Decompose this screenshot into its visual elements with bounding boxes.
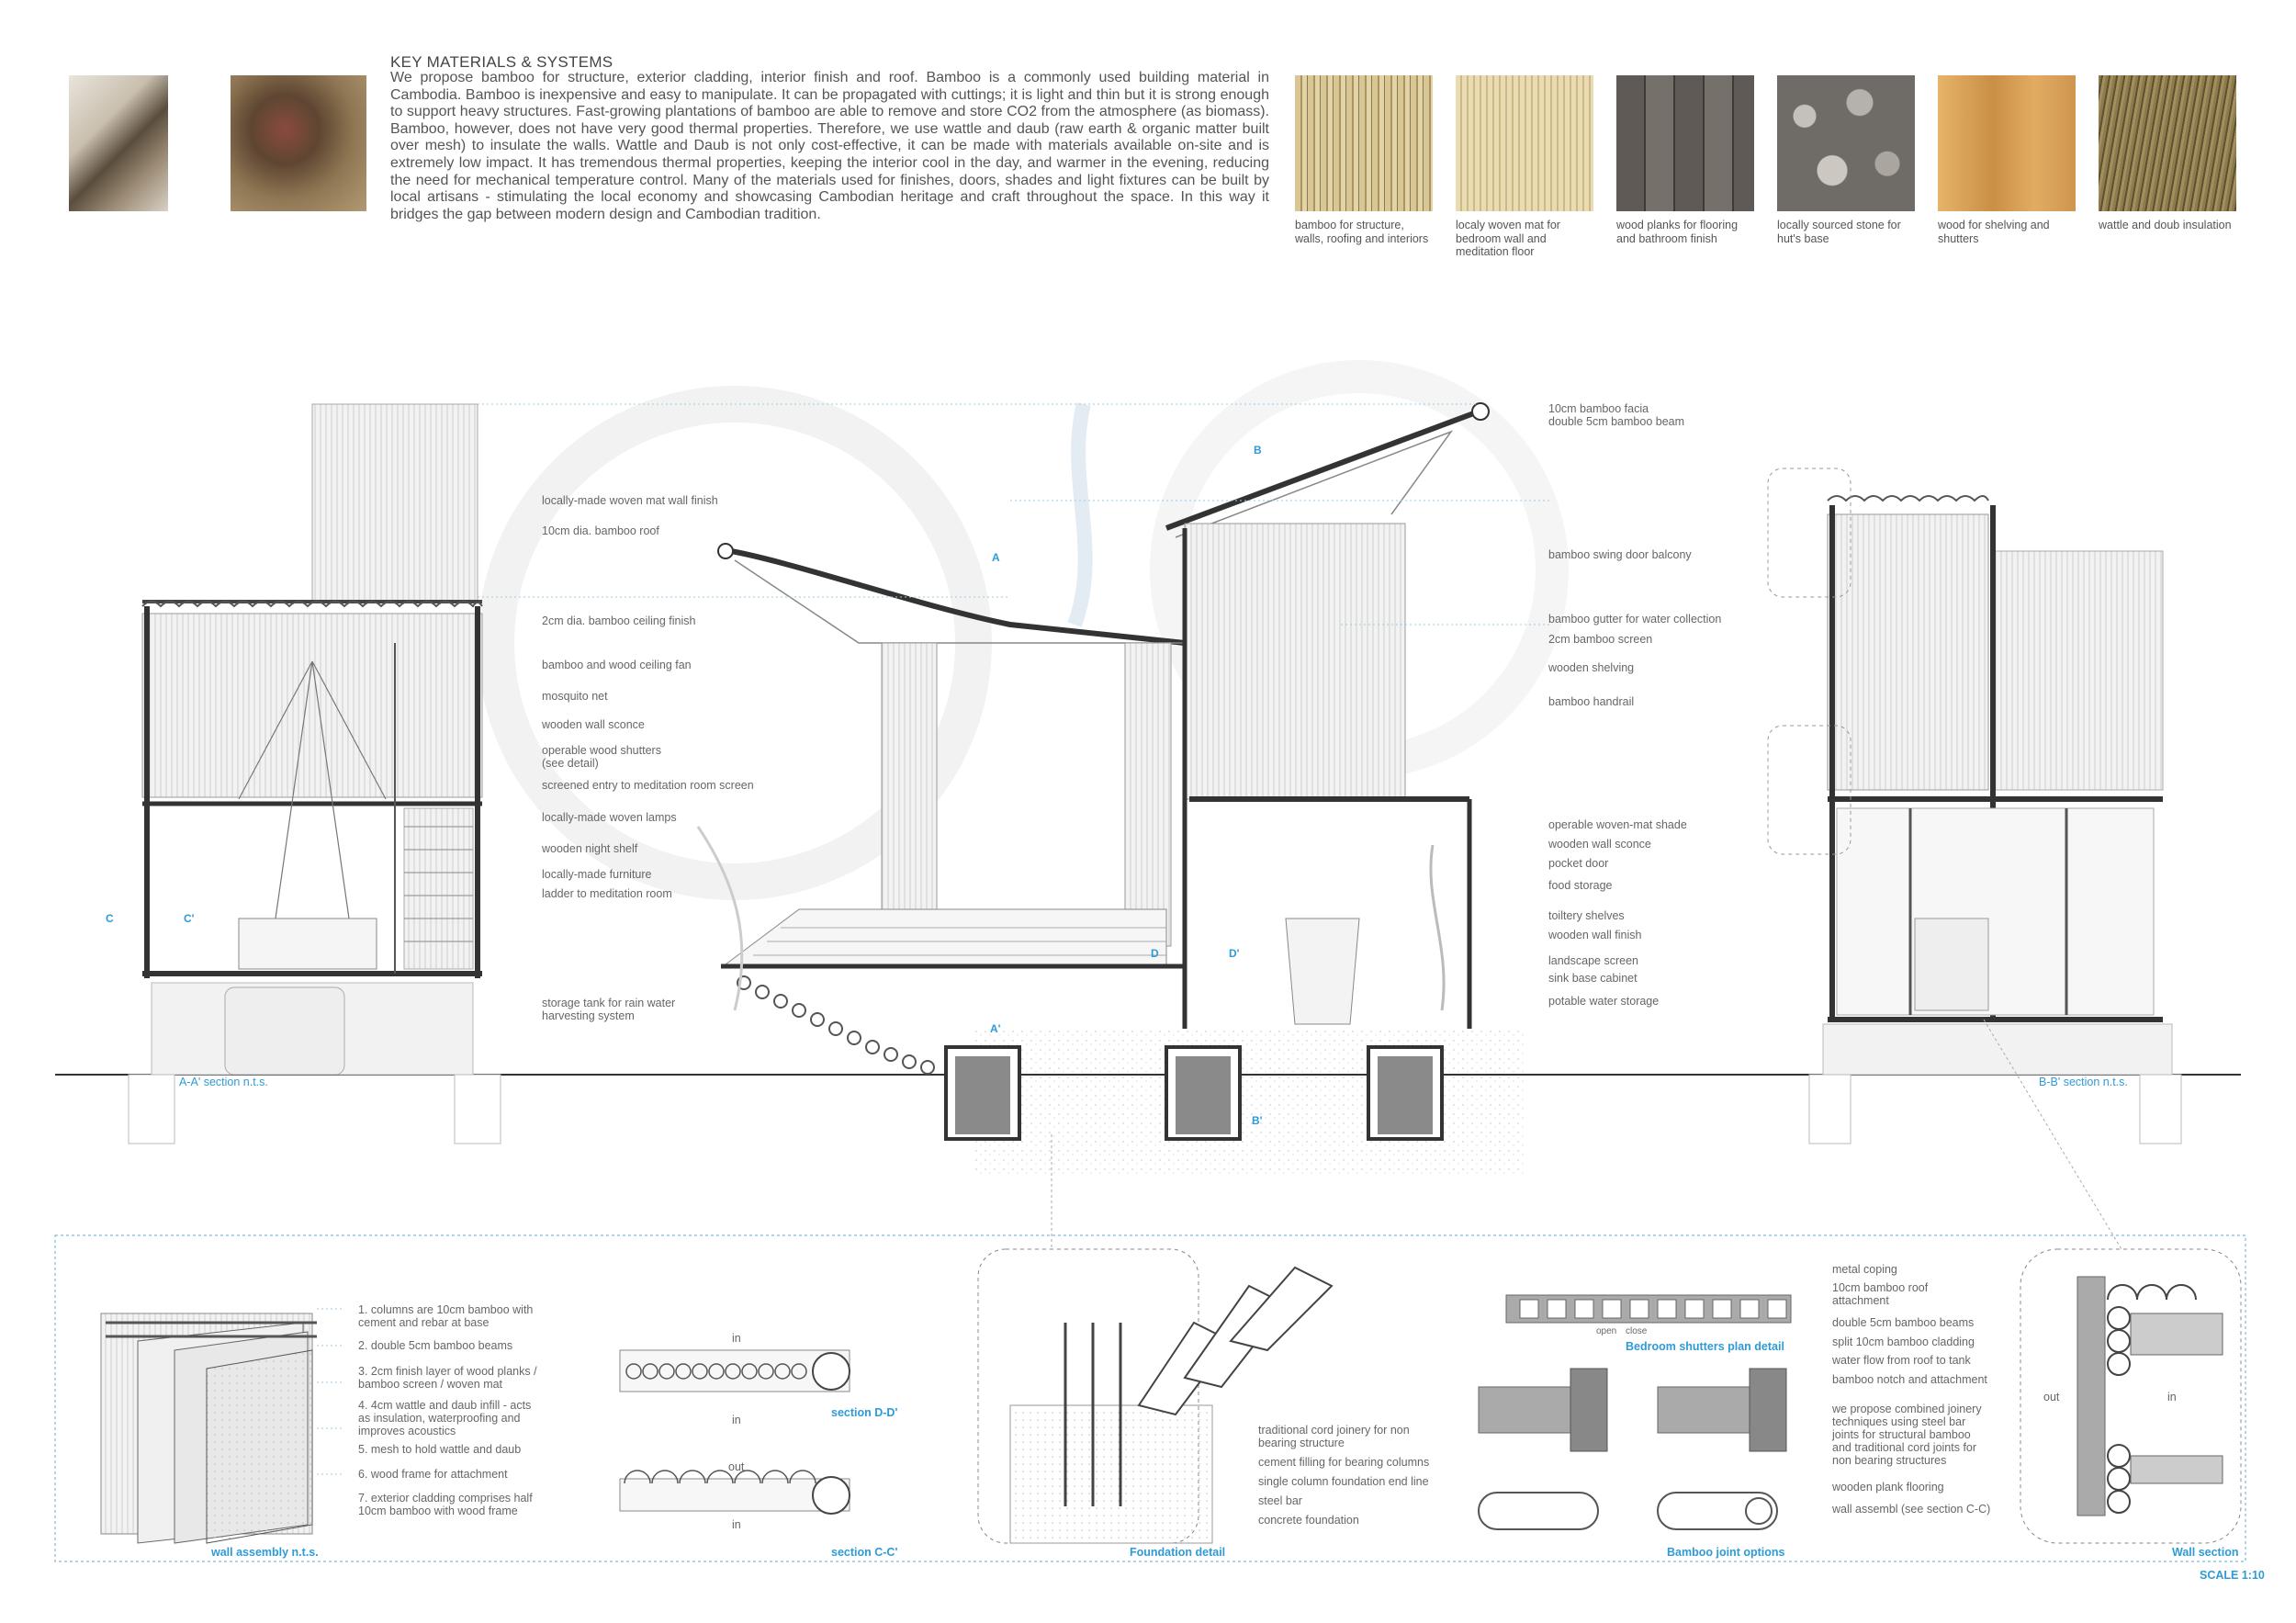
wattle-daub-caption: wattle and doub insulation — [2099, 219, 2232, 231]
label-landscape-screen: landscape screen — [1548, 954, 1638, 967]
label-storage-tank: storage tank for rain water — [542, 997, 676, 1009]
section-bb-drawing — [1768, 468, 2181, 1144]
label-bamboo-screen: 2cm bamboo screen — [1548, 633, 1653, 646]
wall-section-item: bamboo notch and attachment — [1832, 1373, 1987, 1386]
label-woven-mat-shade: operable woven-mat shade — [1548, 818, 1687, 831]
wall-section-item: water flow from roof to tank — [1832, 1354, 1971, 1367]
marker-a-prime: A' — [990, 1022, 1001, 1035]
shutters-title: Bedroom shutters plan detail — [1626, 1340, 1784, 1353]
wall-assembly-item: 3. 2cm finish layer of wood planks / — [358, 1365, 537, 1378]
wall-assembly-item: cement and rebar at base — [358, 1316, 490, 1329]
wall-section-item: split 10cm bamboo cladding — [1832, 1336, 1975, 1348]
section-cc-in-label-top: in — [732, 1414, 741, 1426]
foundation-item: single column foundation end line — [1258, 1475, 1429, 1488]
materials-title: KEY MATERIALS & SYSTEMS — [390, 53, 613, 71]
label-furniture: locally-made furniture — [542, 868, 652, 881]
woven-mat-caption: localy woven mat for bedroom wall and meditation floor — [1456, 219, 1560, 258]
wall-section-item: wooden plank flooring — [1832, 1481, 1944, 1493]
foundation-item: concrete foundation — [1258, 1514, 1359, 1527]
section-aa-drawing — [129, 404, 501, 1144]
marker-a: A — [992, 551, 1000, 564]
label-mosquito-net: mosquito net — [542, 690, 608, 703]
wall-assembly-item: 6. wood frame for attachment — [358, 1468, 508, 1481]
wall-section-item: non bearing structures — [1832, 1454, 1947, 1467]
label-screened-entry: screened entry to meditation room screen — [542, 779, 754, 792]
wood-plank-caption: wood planks for flooring and bathroom finish — [1616, 219, 1739, 245]
section-cc-out-label: out — [728, 1460, 745, 1473]
label-ceiling-fan: bamboo and wood ceiling fan — [542, 659, 692, 671]
wall-section-item: attachment — [1832, 1294, 1889, 1307]
wall-section-item: double 5cm bamboo beams — [1832, 1316, 1975, 1329]
foundation-item: steel bar — [1258, 1494, 1302, 1507]
section-dd-in-label: in — [732, 1332, 741, 1345]
label-bamboo-facia: 10cm bamboo facia — [1548, 402, 1649, 415]
wall-section-item: metal coping — [1832, 1263, 1897, 1276]
joints-title: Bamboo joint options — [1667, 1546, 1785, 1559]
section-dd-drawing — [620, 1350, 850, 1392]
label-woven-lamps: locally-made woven lamps — [542, 811, 677, 824]
foundation-title: Foundation detail — [1130, 1546, 1226, 1559]
label-wall-sconce: wooden wall sconce — [542, 718, 645, 731]
foundation-item: cement filling for bearing columns — [1258, 1456, 1430, 1469]
wall-assembly-drawing — [101, 1313, 317, 1543]
label-food-storage: food storage — [1548, 879, 1613, 892]
shutters-plan-drawing — [1506, 1295, 1791, 1323]
label-sink-cabinet: sink base cabinet — [1548, 972, 1638, 985]
label-swing-door: bamboo swing door balcony — [1548, 548, 1692, 561]
label-pocket-door: pocket door — [1548, 857, 1609, 870]
wall-assembly-item: as insulation, waterproofing and — [358, 1412, 521, 1425]
wall-assembly-item: improves acoustics — [358, 1425, 456, 1437]
label-bamboo-handrail: bamboo handrail — [1548, 695, 1635, 708]
wall-section-item: 10cm bamboo roof — [1832, 1281, 1929, 1294]
center-section-drawing — [698, 403, 1489, 1139]
label-wood-shutters: operable wood shutters — [542, 744, 661, 757]
wall-section-item: wall assembl (see section C-C) — [1832, 1503, 1991, 1516]
label-water-storage: potable water storage — [1548, 995, 1660, 1008]
wall-section-in-label: in — [2167, 1391, 2177, 1403]
shutters-open-label: open — [1596, 1326, 1617, 1336]
label-bamboo-beam: double 5cm bamboo beam — [1548, 415, 1685, 428]
marker-c-prime: C' — [184, 912, 195, 925]
wall-section-out-label: out — [2043, 1391, 2060, 1403]
wall-section-item: joints for structural bamboo — [1832, 1428, 1971, 1441]
marker-b: B — [1254, 444, 1262, 456]
section-bb-title: B-B' section n.t.s. — [2039, 1076, 2128, 1088]
label-ceiling-finish: 2cm dia. bamboo ceiling finish — [542, 614, 696, 627]
wall-section-item: we propose combined joinery — [1832, 1403, 1982, 1415]
section-cc-title: section C-C' — [831, 1546, 898, 1559]
shutters-close-label: close — [1626, 1326, 1648, 1336]
marker-d: D — [1151, 947, 1159, 960]
foundation-item: bearing structure — [1258, 1437, 1345, 1449]
wall-assembly-item: 7. exterior cladding comprises half — [358, 1492, 533, 1505]
marker-d-prime: D' — [1229, 947, 1240, 960]
label-woven-mat-wall: locally-made woven mat wall finish — [542, 494, 718, 507]
wall-assembly-title: wall assembly n.t.s. — [211, 1546, 319, 1559]
bamboo-caption: bamboo for structure, walls, roofing and interiors — [1295, 219, 1429, 245]
wall-assembly-item: 5. mesh to hold wattle and daub — [358, 1443, 522, 1456]
wall-section-title: Wall section — [2172, 1546, 2239, 1559]
wall-assembly-item: 4. 4cm wattle and daub infill - acts — [358, 1399, 532, 1412]
section-cc-in-label: in — [732, 1518, 741, 1531]
section-dd-title: section D-D' — [831, 1406, 898, 1419]
wall-assembly-item: 1. columns are 10cm bamboo with — [358, 1303, 534, 1316]
label-wooden-shelving: wooden shelving — [1548, 661, 1635, 674]
marker-b-prime: B' — [1252, 1114, 1263, 1127]
foundation-item: traditional cord joinery for non — [1258, 1424, 1410, 1437]
marker-c: C — [106, 912, 114, 925]
label-toiletry-shelves: toiltery shelves — [1548, 909, 1625, 922]
label-ladder: ladder to meditation room — [542, 887, 672, 900]
bamboo-joints-drawing — [1479, 1369, 1786, 1529]
shelving-wood-caption: wood for shelving and shutters — [1938, 219, 2050, 245]
scale-label: SCALE 1:10 — [2200, 1569, 2265, 1582]
wall-assembly-item: bamboo screen / woven mat — [358, 1378, 503, 1391]
label-bamboo-roof: 10cm dia. bamboo roof — [542, 524, 659, 537]
label-wall-finish: wooden wall finish — [1548, 929, 1642, 941]
materials-description: We propose bamboo for structure, exterior cladding, interior finish and roof. Bamboo is a commonly used building material in Cambodia. Bamboo is inexpensive and easy to manipulate. It can be propagated with cuttings; it is light and thin but it is strong enough to support heavy structures. Fast-growing plantations of bamboo are able to remove and store CO2 from the atmosphere (as biomass). Bamboo, however, does not have very good thermal properties. Therefore, we use wattle and daub (raw earth & organic matter built over mesh) to insulate the walls. Wattle and Daub is not only cost-effective, it can be made with materials available on-site and is extremely low impact. It has tremendous thermal properties, keeping the interior cool in the day, and warmer in the evening, reducing the need for mechanical temperature control. Many of the materials used for finishes, doors, shades and light fixtures can be built by local artisans - stimulating the local economy and showcasing Cambodian heritage and craft throughout the space. In this way it bridges the gap between modern design and Cambodian tradition. — [390, 70, 1269, 222]
label-night-shelf: wooden night shelf — [542, 842, 638, 855]
wall-assembly-item: 2. double 5cm bamboo beams — [358, 1339, 513, 1352]
label-see-detail: (see detail) — [542, 757, 599, 770]
label-gutter: bamboo gutter for water collection — [1548, 613, 1722, 626]
wall-section-item: and traditional cord joints for — [1832, 1441, 1977, 1454]
label-wall-sconce-right: wooden wall sconce — [1548, 838, 1651, 851]
label-harvesting-system: harvesting system — [542, 1009, 635, 1022]
stone-caption: locally sourced stone for hut's base — [1777, 219, 1901, 245]
wall-section-item: techniques using steel bar — [1832, 1415, 1966, 1428]
section-aa-title: A-A' section n.t.s. — [179, 1076, 268, 1088]
wall-assembly-item: 10cm bamboo with wood frame — [358, 1505, 518, 1517]
section-cc-drawing — [620, 1471, 850, 1514]
